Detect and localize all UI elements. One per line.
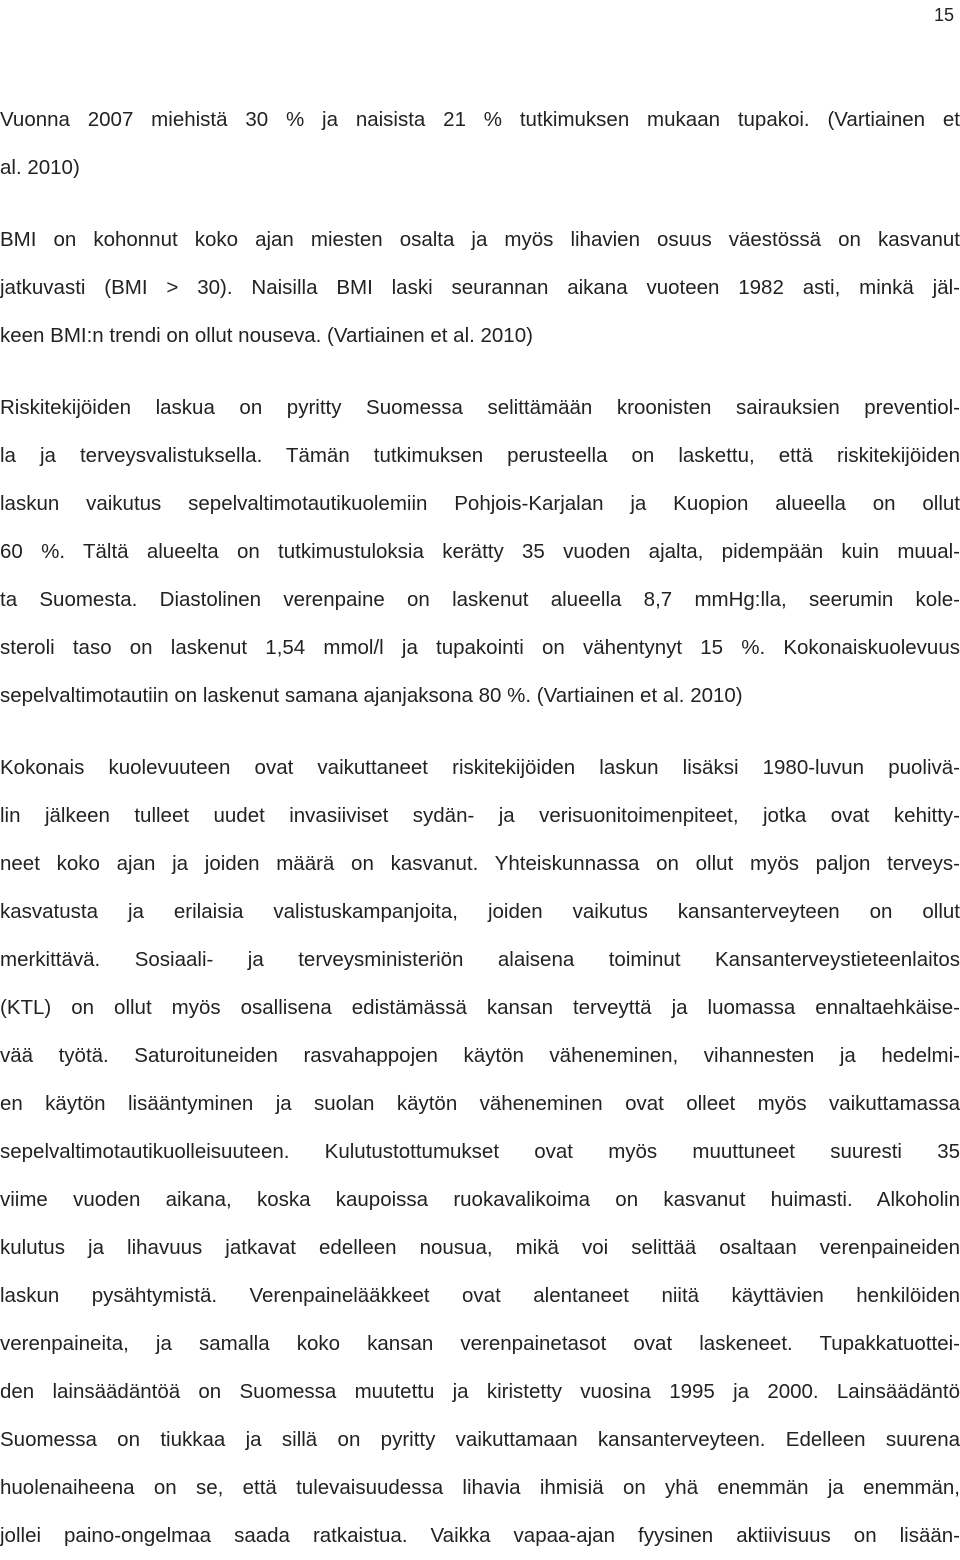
page-number: 15 (933, 5, 954, 25)
text-line: la ja terveysvalistuksella. Tämän tutkimuksen perusteella on laskettu, että riskitekijöiden (0, 444, 960, 467)
text-line: merkittävä. Sosiaali- ja terveysministeriön alaisena toiminut Kansanterveystieteenlaitos (0, 948, 960, 971)
text-line: laskun pysähtymistä. Verenpainelääkkeet ovat alentaneet niitä käyttävien henkilöiden (0, 1284, 960, 1307)
text-line: BMI on kohonnut koko ajan miesten osalta ja myös lihavien osuus väestössä on kasvanut (0, 228, 960, 251)
text-line: den lainsäädäntöä on Suomessa muutettu ja kiristetty vuosina 1995 ja 2000. Lainsäädäntö (0, 1380, 960, 1403)
text-line: (KTL) on ollut myös osallisena edistämässä kansan terveyttä ja luomassa ennaltaehkäise- (0, 996, 960, 1019)
text-line: jollei paino-ongelmaa saada ratkaistua. Vaikka vapaa-ajan fyysinen aktiivisuus on lisään- (0, 1524, 960, 1547)
text-line: Kokonais kuolevuuteen ovat vaikuttaneet riskitekijöiden laskun lisäksi 1980-luvun puolivä- (0, 756, 960, 779)
text-line: keen BMI:n trendi on ollut nouseva. (Vartiainen et al. 2010) (0, 324, 533, 347)
document-body (0, 96, 960, 1560)
text-line: ta Suomesta. Diastolinen verenpaine on laskenut alueella 8,7 mmHg:lla, seerumin kole- (0, 588, 960, 611)
text-line: jatkuvasti (BMI > 30). Naisilla BMI laski seurannan aikana vuoteen 1982 asti, minkä jäl- (0, 276, 960, 299)
text-line: neet koko ajan ja joiden määrä on kasvanut. Yhteiskunnassa on ollut myös paljon terveys- (0, 852, 960, 875)
text-line: Vuonna 2007 miehistä 30 % ja naisista 21 % tutkimuksen mukaan tupakoi. (Vartiainen et (0, 108, 960, 131)
text-line: kasvatusta ja erilaisia valistuskampanjoita, joiden vaikutus kansanterveyteen on ollut (0, 900, 960, 923)
text-line: Riskitekijöiden laskua on pyritty Suomessa selittämään kroonisten sairauksien preventiol- (0, 396, 960, 419)
paragraph-mortality (0, 744, 960, 1560)
text-line: steroli taso on laskenut 1,54 mmol/l ja tupakointi on vähentynyt 15 %. Kokonaiskuolevuus (0, 636, 960, 659)
text-line: viime vuoden aikana, koska kaupoissa ruokavalikoima on kasvanut huimasti. Alkoholin (0, 1188, 960, 1211)
text-line: Suomessa on tiukkaa ja sillä on pyritty vaikuttamaan kansanterveyteen. Edelleen suurena (0, 1428, 960, 1451)
paragraph-smoking (0, 96, 960, 192)
text-line: lin jälkeen tulleet uudet invasiiviset sydän- ja verisuonitoimenpiteet, jotka ovat kehitty- (0, 804, 960, 827)
paragraph-risk-factors (0, 384, 960, 720)
text-line: en käytön lisääntyminen ja suolan käytön väheneminen ovat olleet myös vaikuttamassa (0, 1092, 960, 1115)
paragraph-bmi (0, 216, 960, 360)
text-line: kulutus ja lihavuus jatkavat edelleen nousua, mikä voi selittää osaltaan verenpaineiden (0, 1236, 960, 1259)
text-line: laskun vaikutus sepelvaltimotautikuolemiin Pohjois-Karjalan ja Kuopion alueella on ollut (0, 492, 960, 515)
text-line: sepelvaltimotautikuolleisuuteen. Kulutustottumukset ovat myös muuttuneet suuresti 35 (0, 1140, 960, 1163)
text-line: vää työtä. Saturoituneiden rasvahappojen käytön väheneminen, vihannesten ja hedelmi- (0, 1044, 960, 1067)
text-line: verenpaineita, ja samalla koko kansan verenpainetasot ovat laskeneet. Tupakkatuottei- (0, 1332, 960, 1355)
text-line: sepelvaltimotautiin on laskenut samana ajanjaksona 80 %. (Vartiainen et al. 2010) (0, 684, 743, 707)
text-line: 60 %. Tältä alueelta on tutkimustuloksia kerätty 35 vuoden ajalta, pidempään kuin muual- (0, 540, 960, 563)
text-line: al. 2010) (0, 156, 80, 179)
text-line: huolenaiheena on se, että tulevaisuudessa lihavia ihmisiä on yhä enemmän ja enemmän, (0, 1476, 960, 1499)
